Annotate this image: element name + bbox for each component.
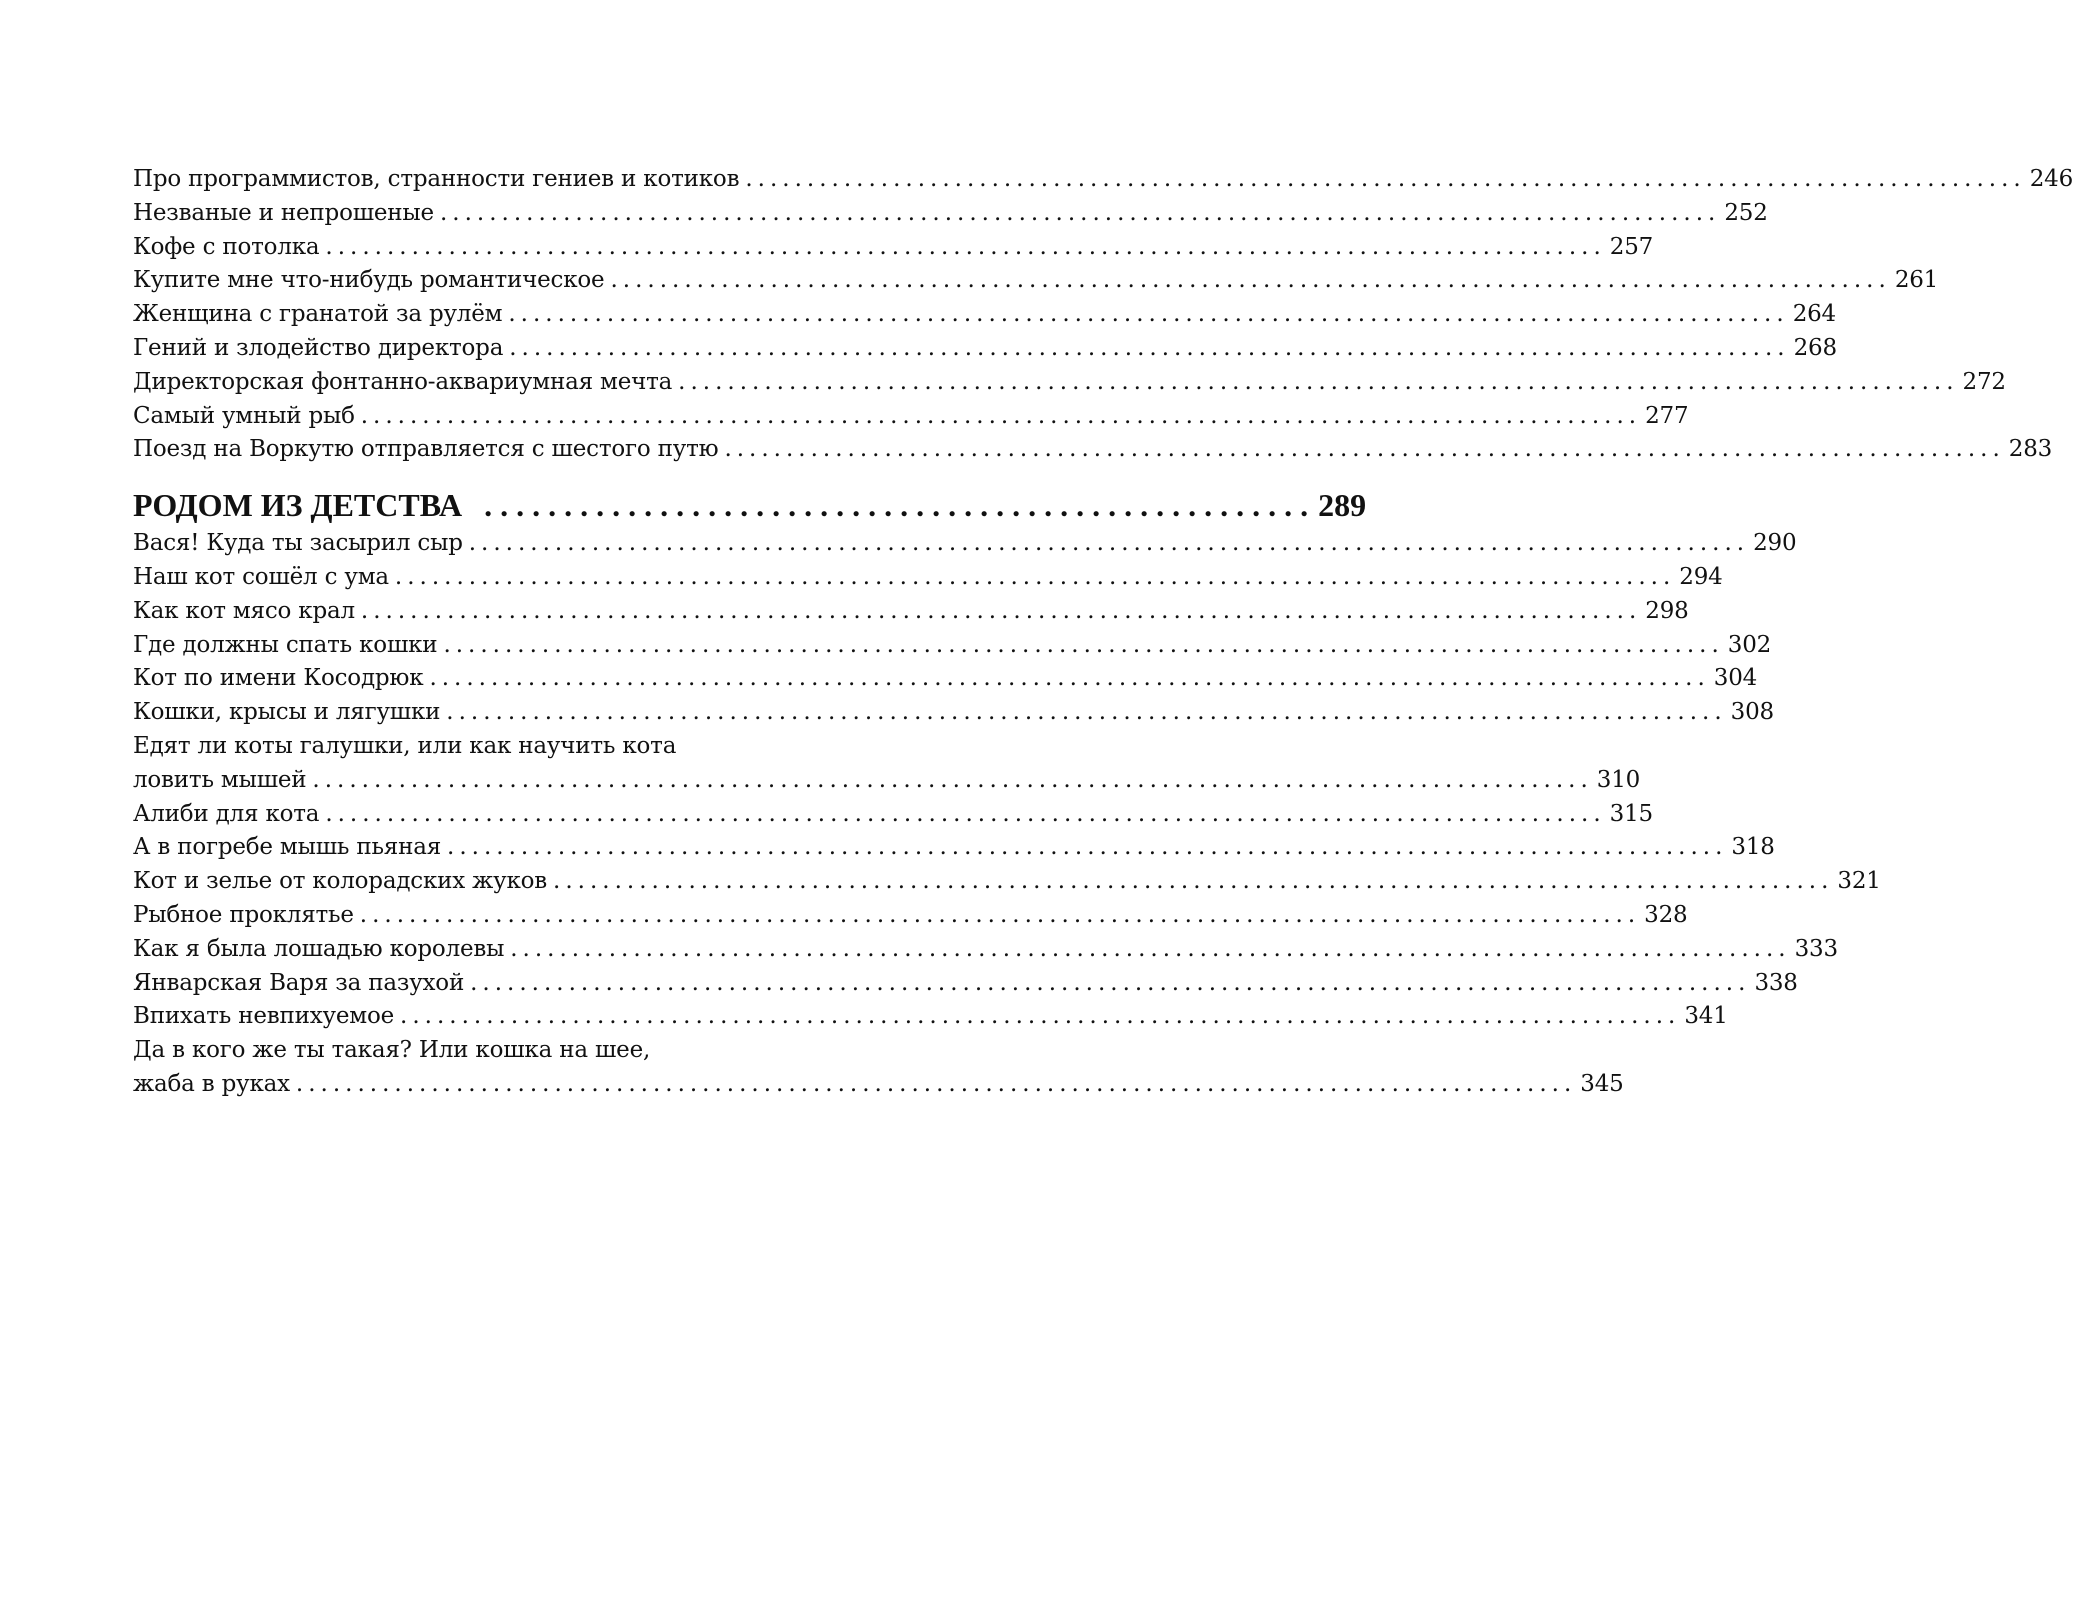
toc-entry-page: 321 xyxy=(1837,868,1881,895)
toc-entry[interactable] xyxy=(133,1000,1728,1034)
toc-entry[interactable] xyxy=(133,298,1836,332)
toc-entry[interactable] xyxy=(133,662,1758,696)
toc-entry[interactable] xyxy=(133,400,1689,434)
toc-entry[interactable] xyxy=(133,433,2053,467)
toc-entry-title: Вася! Куда ты засырил сыр xyxy=(133,530,463,557)
leader-dots: ........................................................................................................ xyxy=(509,334,1790,361)
toc-entry-page: 272 xyxy=(1962,368,2006,395)
leader-dots: ........................................................................................................ xyxy=(312,766,1593,793)
toc-entry-multiline[interactable] xyxy=(133,1034,1624,1102)
toc-entry[interactable] xyxy=(133,899,1688,933)
toc-entry-title: Где должны спать кошки xyxy=(133,631,438,658)
toc-entry-title: А в погребе мышь пьяная xyxy=(133,834,442,861)
toc-entry-title: Рыбное проклятье xyxy=(133,901,354,928)
leader-dots: ........................................................................................................ xyxy=(360,402,1642,429)
toc-entry-page: 310 xyxy=(1596,766,1641,793)
toc-entry-title: Купите мне что-нибудь романтическое xyxy=(133,267,605,294)
toc-entry-page: 318 xyxy=(1731,834,1775,861)
leader-dots: ........................................................................................................ xyxy=(429,665,1710,692)
toc-entry[interactable] xyxy=(133,831,1775,865)
leader-dots: ........................................................................................................ xyxy=(553,868,1834,895)
toc-entry-page: 277 xyxy=(1645,402,1689,429)
toc-entry-title: Про программистов, странности гениев и котиков xyxy=(133,166,740,192)
toc-entry-title-line2: ловить мышей xyxy=(133,766,307,793)
toc-entry-title: Кошки, крысы и лягушки xyxy=(133,699,441,726)
toc-entry-page: 302 xyxy=(1727,631,1772,658)
toc-entry[interactable] xyxy=(133,264,1939,298)
toc-entry[interactable] xyxy=(133,332,1837,366)
leader-dots: ........................................................................................................ xyxy=(446,699,1727,726)
toc-entry-page: 283 xyxy=(2008,436,2053,463)
leader-dots: ........................................................................................................ xyxy=(443,631,1724,658)
toc-entry-page: 252 xyxy=(1724,199,1768,226)
leader-dots: ........................................................................................................ xyxy=(468,530,1750,557)
toc-entry-title: Кот по имени Косодрюк xyxy=(133,665,424,692)
toc-entry-page: 246 xyxy=(2029,166,2073,192)
toc-entry[interactable] xyxy=(133,366,2006,400)
section-title: РОДОМ ИЗ ДЕТСТВА xyxy=(133,487,463,524)
leader-dots: ........................................................................................................ xyxy=(510,935,1791,962)
toc-entry-page: 268 xyxy=(1793,334,1837,361)
leader-dots: ........................................................................................................ xyxy=(678,368,1959,395)
toc-entry-title: Как я была лошадью королевы xyxy=(133,935,505,962)
toc-entry-page: 290 xyxy=(1753,530,1797,557)
toc-entry-title: Алиби для кота xyxy=(133,800,320,827)
toc-entry-page: 294 xyxy=(1679,563,1723,590)
toc-entry-title-line1: Да в кого же ты такая? Или кошка на шее, xyxy=(133,1037,651,1064)
leader-dots: ........................................................................................................ xyxy=(610,267,1891,294)
toc-entry-title: Как кот мясо крал xyxy=(133,597,355,624)
leader-dots: ........................................................................................................ xyxy=(724,436,2005,463)
toc-entry-title: Наш кот сошёл с ума xyxy=(133,563,389,590)
toc-entry[interactable] xyxy=(133,696,1774,730)
toc-entry-title: Гений и злодейство директора xyxy=(133,334,504,361)
toc-entry[interactable] xyxy=(133,967,1798,1001)
leader-dots: ........................................................................................................ xyxy=(508,301,1789,328)
table-of-contents xyxy=(133,163,2073,1102)
leader-dots: ........................................................................................................ xyxy=(447,834,1728,861)
toc-entry-title: Январская Варя за пазухой xyxy=(133,969,465,996)
toc-entry-page: 333 xyxy=(1794,935,1838,962)
leader-dots: ........................................................................................................ xyxy=(359,901,1641,928)
toc-entry-page: 304 xyxy=(1713,665,1758,692)
toc-entry-page: 338 xyxy=(1754,969,1798,996)
section-page: 289 xyxy=(1318,487,1367,524)
toc-entry-title: Незваные и непрошеные xyxy=(133,199,434,226)
leader-dots: ........................................................................................................ xyxy=(325,233,1606,260)
toc-entry-page: 308 xyxy=(1730,699,1774,726)
leader-dots: ........................................................................................................ xyxy=(400,1003,1681,1030)
toc-entry-multiline[interactable] xyxy=(133,730,1641,798)
toc-entry-title: Кофе с потолка xyxy=(133,233,320,260)
leader-dots: ........................................................................................................ xyxy=(745,166,2026,192)
toc-entry[interactable] xyxy=(133,163,2073,197)
toc-entry-page: 328 xyxy=(1644,901,1688,928)
toc-entry[interactable] xyxy=(133,595,1689,629)
toc-entry[interactable] xyxy=(133,933,1838,967)
leader-dots: ........................................................................................................ xyxy=(439,199,1721,226)
toc-section-heading[interactable] xyxy=(133,485,1367,525)
toc-entry[interactable] xyxy=(133,798,1653,832)
toc-entry-page: 315 xyxy=(1609,800,1653,827)
toc-entry-title: Кот и зелье от колорадских жуков xyxy=(133,868,548,895)
toc-entry-title: Поезд на Воркутю отправляется с шестого путю xyxy=(133,436,719,463)
toc-entry-title: Директорская фонтанно-аквариумная мечта xyxy=(133,368,673,395)
leader-dots: ........................................................................................................ xyxy=(360,597,1642,624)
toc-entry-page: 345 xyxy=(1580,1070,1624,1097)
toc-entry-page: 257 xyxy=(1609,233,1654,260)
toc-entry-title-line2: жаба в руках xyxy=(133,1070,290,1097)
toc-entry[interactable] xyxy=(133,527,1797,561)
leader-dots: ........................................................................................................ xyxy=(325,800,1606,827)
toc-entry[interactable] xyxy=(133,629,1772,663)
toc-entry-title: Самый умный рыб xyxy=(133,402,355,429)
toc-entry-page: 261 xyxy=(1894,267,1939,294)
toc-entry[interactable] xyxy=(133,197,1768,231)
toc-entry-title: Впихать невпихуемое xyxy=(133,1003,395,1030)
leader-dots: ........................................................................................................ xyxy=(470,969,1751,996)
toc-entry[interactable] xyxy=(133,231,1654,265)
leader-dots: .................................................... xyxy=(484,487,1317,524)
toc-entry-title-line1: Едят ли коты галушки, или как научить кота xyxy=(133,732,677,759)
toc-entry-page: 341 xyxy=(1684,1003,1728,1030)
toc-entry[interactable] xyxy=(133,865,1881,899)
toc-entry-title: Женщина с гранатой за рулём xyxy=(133,301,503,328)
toc-entry[interactable] xyxy=(133,561,1723,595)
toc-entry-page: 264 xyxy=(1792,301,1836,328)
leader-dots: ........................................................................................................ xyxy=(295,1070,1577,1097)
toc-entry-page: 298 xyxy=(1645,597,1689,624)
leader-dots: ........................................................................................................ xyxy=(394,563,1676,590)
